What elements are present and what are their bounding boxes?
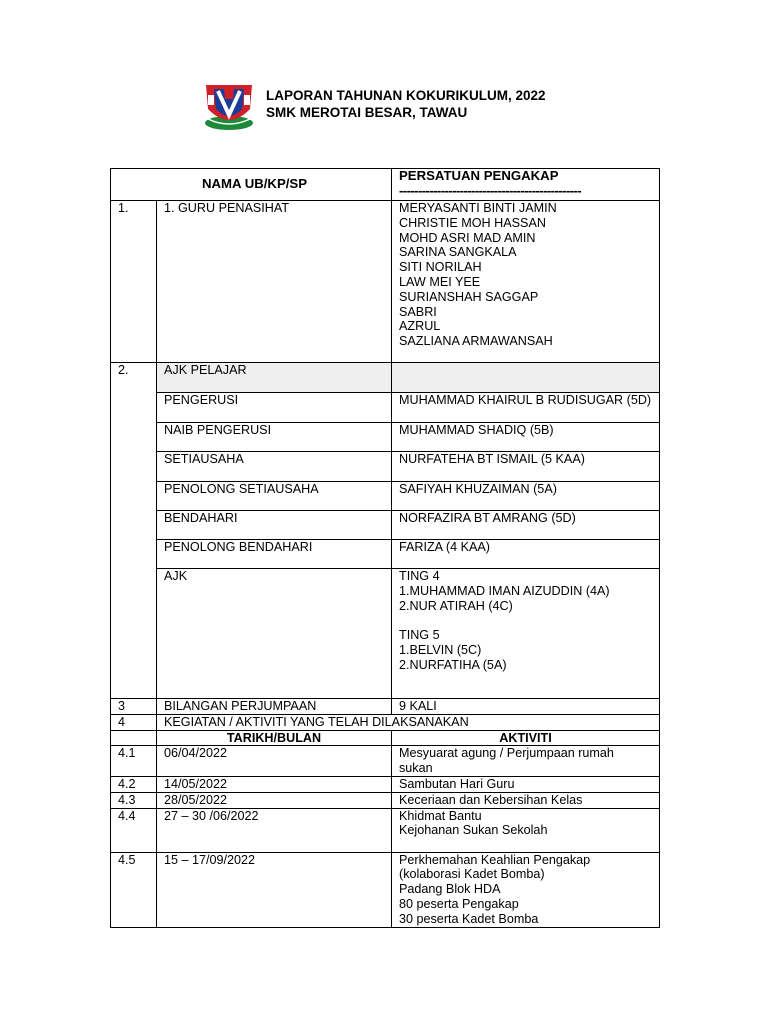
meetings-row xyxy=(111,699,660,715)
role-holder: FARIZA (4 KAA) xyxy=(392,540,660,569)
role-holder: MUHAMMAD SHADIQ (5B) xyxy=(392,423,660,452)
ajk-form5-heading: TING 5 xyxy=(399,628,440,643)
activity-date: 06/04/2022 xyxy=(157,746,392,777)
activity-line: Mesyuarat agung / Perjumpaan rumah xyxy=(399,746,614,761)
school-name: SMK MEROTAI BESAR, TAWAU xyxy=(266,105,468,120)
blank-cell xyxy=(111,730,157,746)
activity-date: 14/05/2022 xyxy=(157,776,392,792)
advisors-list xyxy=(392,201,660,363)
advisors-label: 1. GURU PENASIHAT xyxy=(157,201,392,363)
activity-line: Padang Blok HDA xyxy=(399,882,501,897)
advisor-name: SAZLIANA ARMAWANSAH xyxy=(399,334,553,349)
advisor-name: AZRUL xyxy=(399,319,441,334)
activity-row xyxy=(111,746,660,777)
report-header xyxy=(266,87,546,121)
activity-date: 15 – 17/09/2022 xyxy=(157,852,392,927)
advisor-name: CHRISTIE MOH HASSAN xyxy=(399,215,546,230)
ajk-member: 2.NUR ATIRAH (4C) xyxy=(399,598,513,613)
ajk-form4-heading: TING 4 xyxy=(399,569,440,583)
activity-number: 4.4 xyxy=(111,808,157,852)
advisor-name: MOHD ASRI MAD AMIN xyxy=(399,230,536,245)
activity-number: 4.3 xyxy=(111,792,157,808)
activity-date: 27 – 30 /06/2022 xyxy=(157,808,392,852)
unit-name-underline: ------------------------------------------------ xyxy=(399,182,581,198)
ajk-label: AJK xyxy=(157,569,392,699)
activity-line: Keceriaan dan Kebersihan Kelas xyxy=(399,792,583,807)
section-number: 2. xyxy=(111,363,157,699)
role-label: NAIB PENGERUSI xyxy=(157,423,392,452)
activity-row xyxy=(111,776,660,792)
advisor-name: MERYASANTI BINTI JAMIN xyxy=(399,201,557,215)
role-holder: MUHAMMAD KHAIRUL B RUDISUGAR (5D) xyxy=(392,393,660,423)
advisor-name: LAW MEI YEE xyxy=(399,274,481,289)
committee-role-row xyxy=(111,393,660,423)
advisor-name: SARINA SANGKALA xyxy=(399,245,517,260)
school-crest-icon xyxy=(200,79,258,133)
committee-label: AJK PELAJAR xyxy=(157,363,392,393)
activity-line: sukan xyxy=(399,761,433,776)
advisors-row xyxy=(111,201,660,363)
committee-role-row xyxy=(111,482,660,511)
advisor-name: SABRI xyxy=(399,304,437,319)
role-label: SETIAUSAHA xyxy=(157,452,392,482)
role-holder: SAFIYAH KHUZAIMAN (5A) xyxy=(392,482,660,511)
activity-description xyxy=(392,852,660,927)
activity-line: 30 peserta Kadet Bomba xyxy=(399,911,539,926)
committee-role-row xyxy=(111,452,660,482)
activity-line: 80 peserta Pengakap xyxy=(399,896,519,911)
role-holder: NURFATEHA BT ISMAIL (5 KAA) xyxy=(392,452,660,482)
activity-row xyxy=(111,792,660,808)
committee-role-row xyxy=(111,511,660,540)
advisor-name: SURIANSHAH SAGGAP xyxy=(399,289,539,304)
activities-columns-row xyxy=(111,730,660,746)
ajk-member: 1.BELVIN (5C) xyxy=(399,643,482,658)
advisor-name: SITI NORILAH xyxy=(399,260,482,275)
activities-label: KEGIATAN / AKTIVITI YANG TELAH DILAKSANAKAN xyxy=(157,714,660,730)
activity-description xyxy=(392,808,660,852)
committee-ajk-row xyxy=(111,569,660,699)
meetings-label: BILANGAN PERJUMPAAN xyxy=(157,699,392,715)
role-label: PENOLONG SETIAUSAHA xyxy=(157,482,392,511)
report-table xyxy=(110,168,660,928)
activity-description xyxy=(392,792,660,808)
section-number: 3 xyxy=(111,699,157,715)
committee-role-row xyxy=(111,423,660,452)
role-label: BENDAHARI xyxy=(157,511,392,540)
activity-row xyxy=(111,852,660,927)
column-header-date: TARIKH/BULAN xyxy=(157,730,392,746)
header-unit-name xyxy=(392,169,660,201)
column-header-activity: AKTIVITI xyxy=(392,730,660,746)
meetings-count: 9 KALI xyxy=(392,699,660,715)
section-number: 1. xyxy=(111,201,157,363)
activity-line: Khidmat Bantu xyxy=(399,808,482,823)
activity-date: 28/05/2022 xyxy=(157,792,392,808)
role-label: PENOLONG BENDAHARI xyxy=(157,540,392,569)
activity-row xyxy=(111,808,660,852)
ajk-member: 2.NURFATIHA (5A) xyxy=(399,657,507,672)
activity-line: Perkhemahan Keahlian Pengakap xyxy=(399,852,591,867)
activity-description xyxy=(392,746,660,777)
activity-line: Kejohanan Sukan Sekolah xyxy=(399,823,548,838)
ajk-members xyxy=(392,569,660,699)
table-header-row xyxy=(111,169,660,201)
committee-row xyxy=(111,363,660,393)
role-label: PENGERUSI xyxy=(157,393,392,423)
activity-line: (kolaborasi Kadet Bomba) xyxy=(399,867,545,882)
committee-role-row xyxy=(111,540,660,569)
activity-number: 4.2 xyxy=(111,776,157,792)
report-title: LAPORAN TAHUNAN KOKURIKULUM, 2022 xyxy=(266,88,546,103)
role-holder: NORFAZIRA BT AMRANG (5D) xyxy=(392,511,660,540)
committee-blank xyxy=(392,363,660,393)
header-unit-label: NAMA UB/KP/SP xyxy=(111,169,392,201)
activity-number: 4.1 xyxy=(111,746,157,777)
ajk-member: 1.MUHAMMAD IMAN AIZUDDIN (4A) xyxy=(399,583,610,598)
section-number: 4 xyxy=(111,714,157,730)
unit-name: PERSATUAN PENGAKAP xyxy=(399,168,559,183)
activity-line: Sambutan Hari Guru xyxy=(399,776,515,791)
activities-heading-row xyxy=(111,714,660,730)
activity-number: 4.5 xyxy=(111,852,157,927)
activity-description xyxy=(392,776,660,792)
